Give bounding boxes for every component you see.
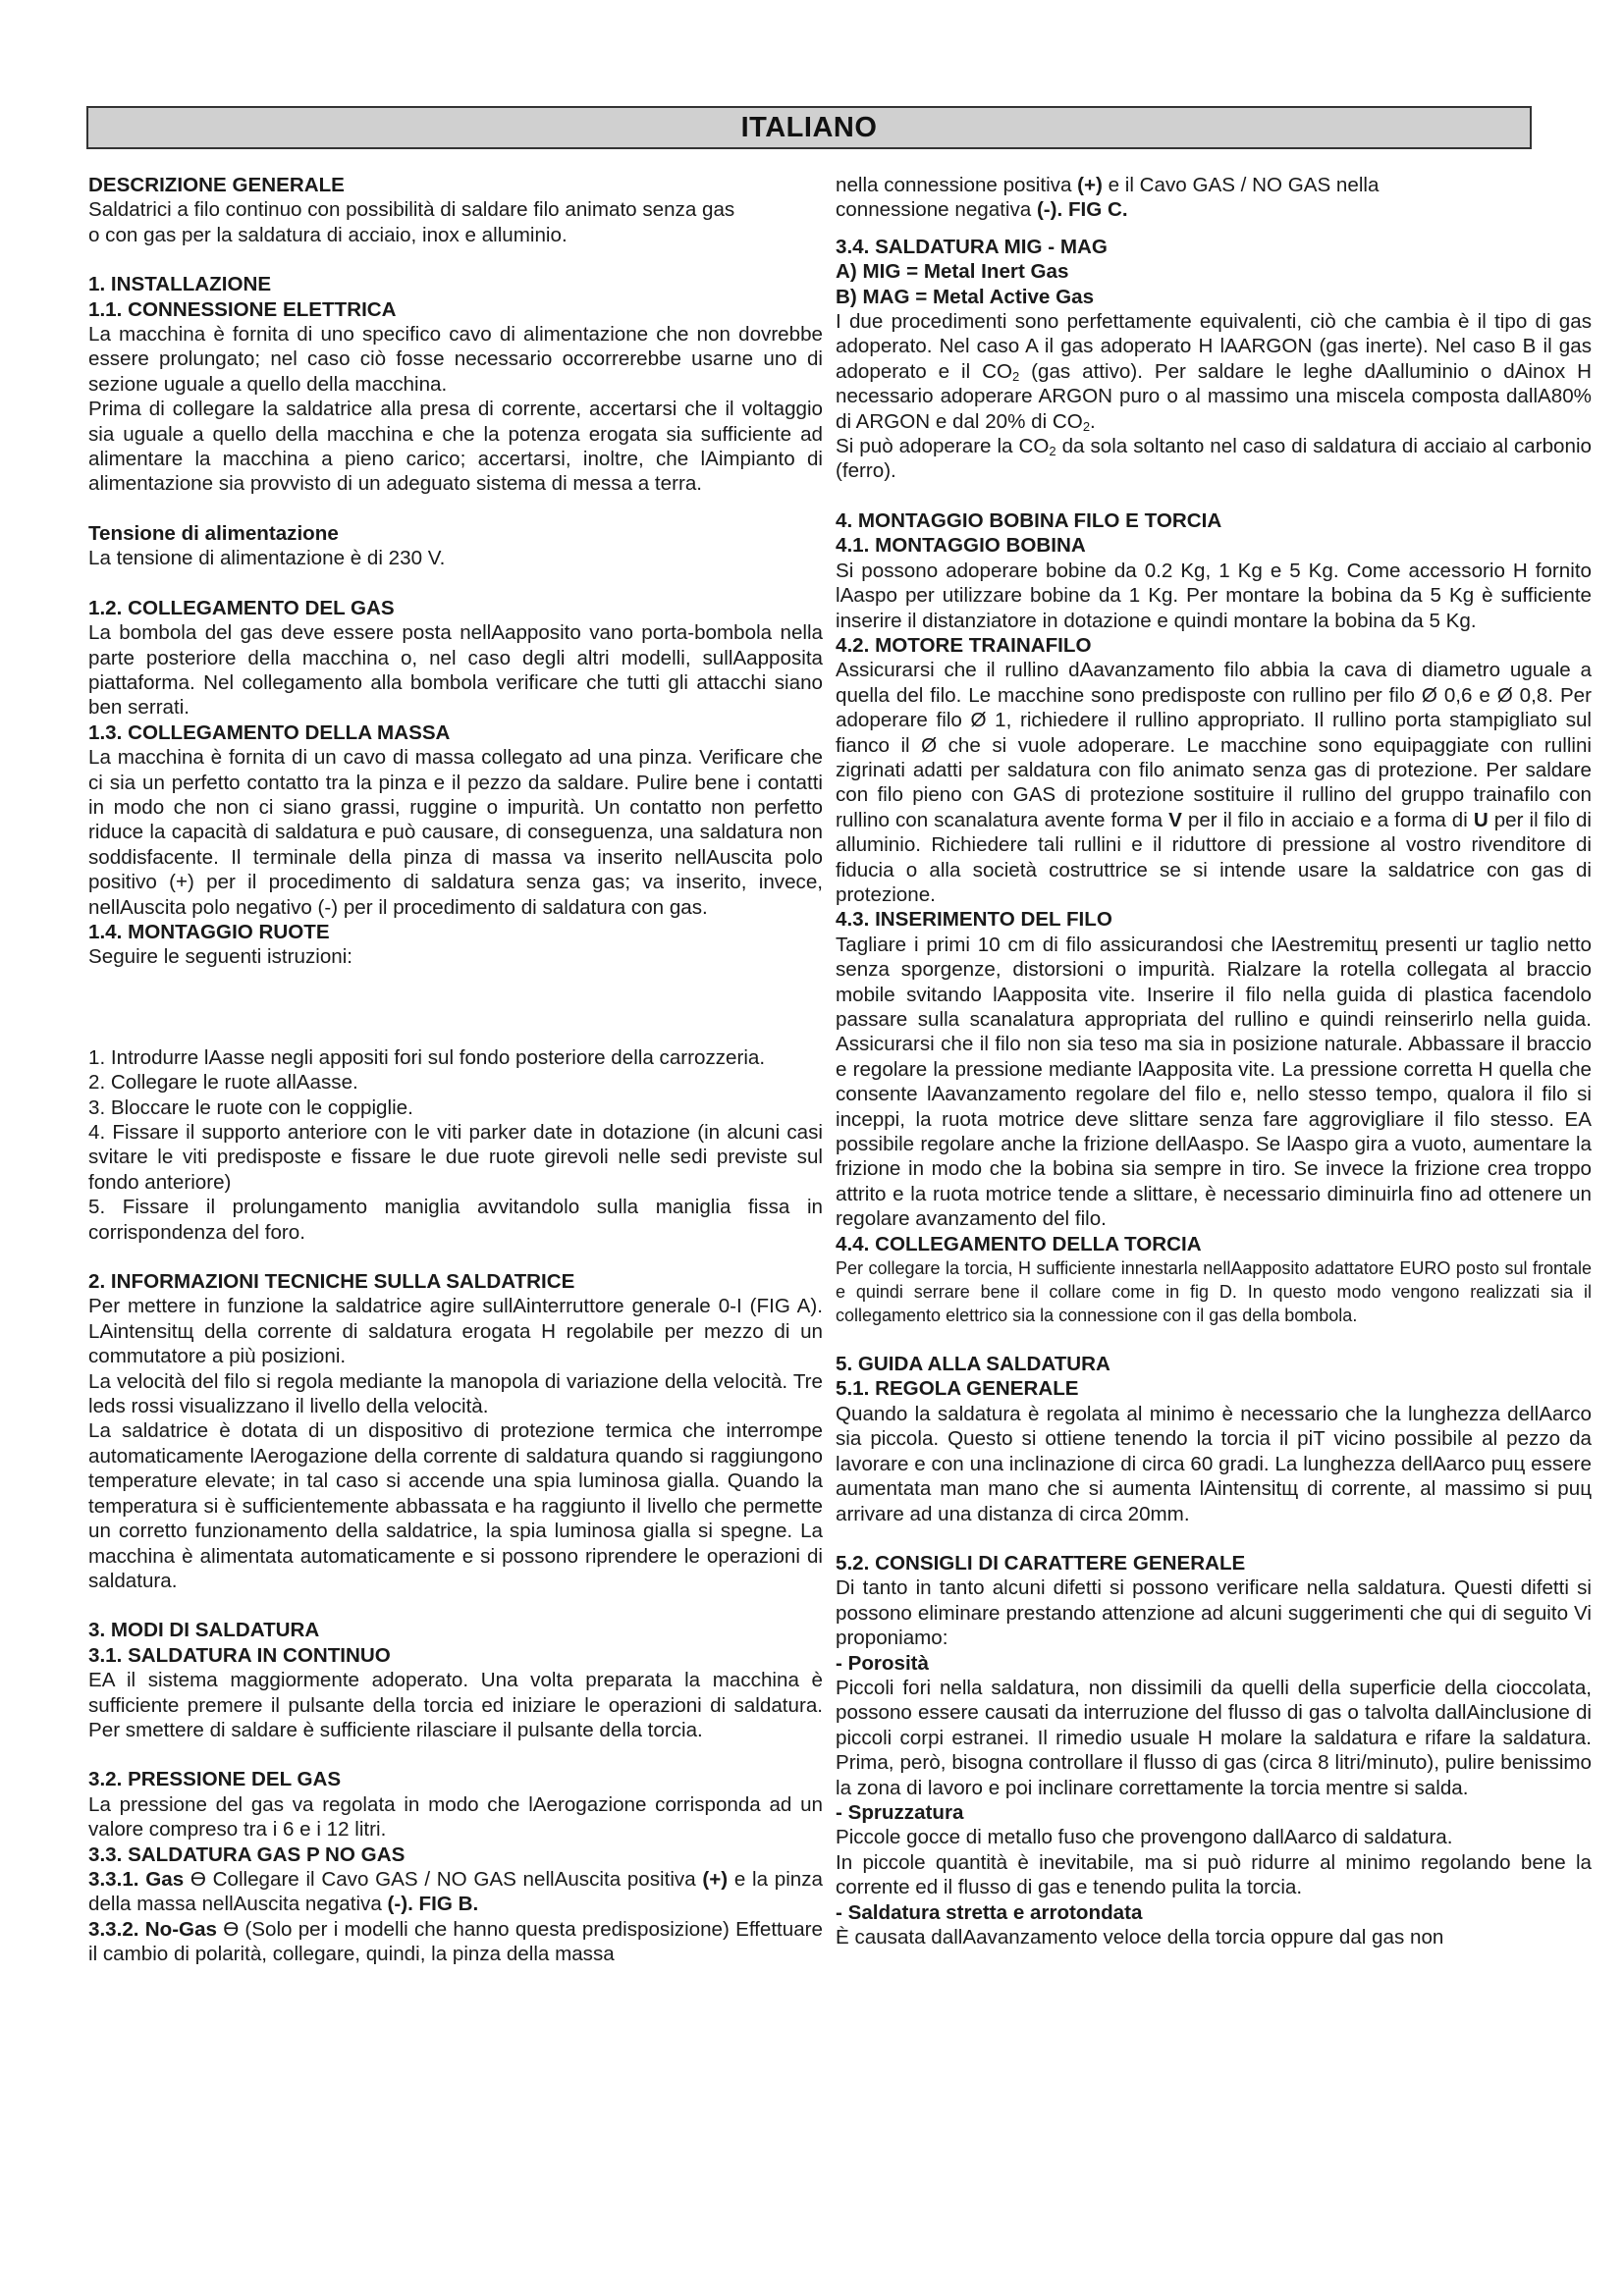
mig-mag-paragraph-2 — [836, 434, 1592, 484]
mig-mag-text-2: (gas attivo). Per saldare le leghe dAalluminio o dAinox H necessario adoperare ARGON puro o al massimo una miscela composta dallA80% di ARGON e dal 20% di CO — [836, 359, 1592, 433]
no-gas-continued-plus: (+) — [1077, 174, 1103, 196]
mig-mag-text-5: da sola soltanto nel caso di saldatura di acciaio al carbonio (ferro). — [836, 435, 1592, 483]
section-title-motore: 4.2. MOTORE TRAINAFILO — [836, 633, 1092, 657]
section-title-ruote: 1.4. MONTAGGIO RUOTE — [88, 920, 330, 943]
mig-mag-text-3: . — [1090, 409, 1096, 433]
co2-subscript: 2 — [1012, 368, 1020, 384]
mig-definition: A) MIG = Metal Inert Gas — [836, 260, 1069, 284]
spruzzatura-paragraph-2: In piccole quantità è inevitabile, ma si può ridurre al minimo regolando bene la corrente ed il flusso di gas e tenendo pulita la torcia. — [836, 1850, 1592, 1899]
ruote-intro: Seguire le seguenti istruzioni: — [88, 945, 353, 969]
section-title-modi: 3. MODI DI SALDATURA — [88, 1619, 320, 1642]
section-title-connessione: 1.1. CONNESSIONE ELETTRICA — [88, 297, 397, 321]
no-gas-continued-text-3: connessione negativa — [836, 198, 1037, 222]
torcia-paragraph: Per collegare la torcia, H sufficiente innestarla nellAapposito adattatore EURO posto sul frontale e quindi serrare bene il collare come in fig D. In questo modo vengono realizzati sia il collegamento elettrico sia la connessione con il gas della bombola. — [836, 1258, 1592, 1326]
gas-paragraph: La bombola del gas deve essere posta nellAapposito vano porta-bombola nella parte posteriore della macchina o, nel caso degli altri modelli, sullAapposita piattaforma. Nel collegamento alla bombola verificare che tutti gli attacchi siano ben serrati. — [88, 621, 823, 720]
section-title-massa: 1.3. COLLEGAMENTO DELLA MASSA — [88, 721, 451, 744]
no-gas-mode-label: 3.3.2. No-Gas — [88, 1917, 217, 1941]
motore-text-1: Assicurarsi che il rullino dAavanzamento filo abbia la cava di diametro uguale a quella del filo. Le macchine sono predisposte con rullino per filo Ø 0,6 e Ø 0,8. Per adoperare filo Ø 1, richiedere il rullino appropriato. Il rullino porta stampigliato sul fianco il Ø che si vuole adoperare. Le macchine sono equipaggiate con rullini zigrinati adatti per saldatura con filo animato senza gas di protezione. Per saldare con filo pieno con GAS di protezione sostituire il rullino del gruppo trainafilo con rullino con scanalatura avente forma — [836, 659, 1592, 831]
section-title-bobina: 4.1. MONTAGGIO BOBINA — [836, 534, 1086, 558]
mig-mag-text-4: Si può adoperare la CO — [836, 435, 1050, 458]
subsection-title-saldatura-stretta: - Saldatura stretta e arrotondata — [836, 1900, 1143, 1924]
connessione-paragraph-2: Prima di collegare la saldatrice alla presa di corrente, accertarsi che il voltaggio sia uguale a quello della macchina e che la potenza erogata sia sufficiente ad alimentare la macchina a pieno carico; accertarsi, inoltre, che lAimpianto di alimentazione sia provvisto di un adeguato sistema di messa a terra. — [88, 398, 823, 496]
mag-definition: B) MAG = Metal Active Gas — [836, 285, 1095, 308]
motore-text-3: per il filo di alluminio. Richiedere tali rullini e il riduttore di pressione al vostro rivenditore di fiducia o alla società costruttrice se si intende usare la saldatrice con gas di protezione. — [836, 808, 1592, 906]
section-title-continuo: 3.1. SALDATURA IN CONTINUO — [88, 1643, 391, 1667]
co2-subscript-3: 2 — [1049, 444, 1056, 459]
section-title-regola: 5.1. REGOLA GENERALE — [836, 1377, 1079, 1401]
bobina-paragraph: Si possono adoperare bobine da 0.2 Kg, 1 Kg e 5 Kg. Come accessorio H fornito lAaspo per utilizzare bobine da 1 Kg. Per montare la bobina da 5 Kg è sufficiente inserire il distanziatore in dotazione e quindi montare la bobina da 5 Kg. — [836, 559, 1592, 632]
co2-subscript-2: 2 — [1082, 418, 1091, 434]
inserimento-paragraph: Tagliare i primi 10 cm di filo assicurandosi che lAestremitщ presenti ur taglio netto senza sporgenze, distorsioni o impurità. Rialzare la rotella collegata al braccio mobile svitando lAapposita vite. Inserire il filo nella guida di plastica facendolo passare sulla scanalatura appropriata del rullino e quindi reinserirlo nella guida. Assicurarsi che il filo non sia teso ma sia in posizione naturale. Abbassare il braccio e regolare la pressione mediante lAapposita vite. La pressione corretta H quella che consente lAavanzamento regolare del filo e, nello stesso tempo, qualora il filo si inceppi, la ruota motrice deve slittare senza fare aggrovigliare il filo stesso. EA possibile regolare anche la frizione dellAaspo. Se lAaspo gira a vuoto, aumentare la frizione in modo che la bobina sia sempre in tiro. Se invece la frizione crea troppo attrito e la ruota motrice tende a slittare, è necessario diminuirla fino ad ottenere un regolare avanzamento del filo. — [836, 933, 1592, 1231]
ruote-step-4: 4. Fissare il supporto anteriore con le viti parker date in dotazione (in alcuni casi svitare le viti predisposte e fissare le due ruote girevoli nelle sedi previste sul fondo anteriore) — [88, 1121, 823, 1194]
motore-v-shape: V — [1168, 808, 1182, 831]
gas-mode-paragraph — [88, 1867, 823, 1917]
no-gas-continued-text: nella connessione positiva — [836, 174, 1078, 196]
no-gas-continued-line-1 — [836, 173, 1592, 197]
section-title-installazione: 1. INSTALLAZIONE — [88, 273, 272, 296]
informazioni-paragraph-1: Per mettere in funzione la saldatrice agire sullAinterruttore generale 0-I (FIG A). LAintensitщ della corrente di saldatura erogata H regolabile per mezzo di un commutatore a più posizioni. — [88, 1295, 823, 1368]
subsection-title-spruzzatura: - Spruzzatura — [836, 1800, 964, 1824]
gas-mode-minus: (-). FIG B. — [387, 1893, 479, 1916]
motore-paragraph — [836, 658, 1592, 907]
regola-paragraph: Quando la saldatura è regolata al minimo è necessario che la lunghezza dellAarco sia piccola. Questo si ottiene tenendo la torcia il piT vicino possibile al pezzo da lavorare e con una inclinazione di circa 60 gradi. La lunghezza dellAarco puц essere aumentata man mano che si aumenta lAintensitщ di corrente, al massimo si puц arrivare ad una distanza di circa 20mm. — [836, 1402, 1592, 1525]
section-title-gas: 1.2. COLLEGAMENTO DEL GAS — [88, 596, 395, 619]
mig-mag-paragraph-1 — [836, 309, 1592, 434]
section-title-montaggio-bobina-torcia: 4. MONTAGGIO BOBINA FILO E TORCIA — [836, 508, 1222, 532]
no-gas-continued-text-2: e il Cavo GAS / NO GAS nella — [1102, 174, 1380, 196]
consigli-paragraph: Di tanto in tanto alcuni difetti si possono verificare nella saldatura. Questi difetti si possono eliminare prestando attenzione ad alcuni suggerimenti che qui di seguito Vi proponiamo: — [836, 1576, 1592, 1650]
informazioni-paragraph-3: La saldatrice è dotata di un dispositivo di protezione termica che interrompe automaticamente lAerogazione della corrente di saldatura quando si raggiungono temperature elevate; in tal caso si accende una spia luminosa gialla. Quando la temperatura si è sufficientemente abbassata e ha raggiunto il livello che permette un corretto funzionamento della saldatrice, la spia luminosa gialla si spegne. La macchina è alimentata automaticamente e si possono riprendere le operazioni di saldatura. — [88, 1419, 823, 1592]
ruote-step-2: 2. Collegare le ruote allAasse. — [88, 1071, 358, 1095]
no-gas-mode-paragraph — [88, 1917, 823, 1967]
section-title-tensione: Tensione di alimentazione — [88, 521, 339, 545]
no-gas-continued-minus: (-). FIG C. — [1036, 198, 1128, 222]
massa-paragraph: La macchina è fornita di un cavo di massa collegato ad una pinza. Verificare che ci sia un perfetto contatto tra la pinza e il pezzo da saldare. Pulire bene i contatti in modo che non ci siano grassi, ruggine o impurità. Un contatto non perfetto riduce la capacità di saldatura e può causare, di conseguenza, una saldatura non soddisfacente. Il terminale della pinza di massa va inserito nellAuscita polo positivo (+) per il procedimento di saldatura senza gas; va inserito, invece, nellAuscita polo negativo (-) per il procedimento di saldatura con gas. — [88, 746, 823, 919]
gas-mode-label: 3.3.1. Gas — [88, 1867, 185, 1891]
language-header — [86, 106, 1532, 149]
left-column — [88, 173, 823, 1967]
ruote-step-1: 1. Introdurre lAasse negli appositi fori sul fondo posteriore della carrozzeria. — [88, 1045, 766, 1069]
ruote-step-3: 3. Bloccare le ruote con le coppiglie. — [88, 1095, 413, 1119]
section-title-guida: 5. GUIDA ALLA SALDATURA — [836, 1353, 1110, 1376]
descrizione-line-1: Saldatrici a filo continuo con possibilità di saldare filo animato senza gas — [88, 198, 735, 222]
no-gas-mode-text: ϴ (Solo per i modelli che hanno questa predisposizione) Effettuare il cambio di polarità, collegare, quindi, la pinza della massa — [88, 1917, 823, 1966]
gas-mode-text-2: e la pinza della massa nellAuscita negativa — [88, 1867, 824, 1916]
spruzzatura-paragraph-1: Piccole gocce di metallo fuso che provengono dallAarco di saldatura. — [836, 1826, 1453, 1849]
descrizione-line-2: o con gas per la saldatura di acciaio, inox e alluminio. — [88, 223, 568, 246]
tensione-text: La tensione di alimentazione è di 230 V. — [88, 547, 446, 570]
no-gas-continued-line-2 — [836, 197, 1592, 222]
section-title-consigli: 5.2. CONSIGLI DI CARATTERE GENERALE — [836, 1551, 1246, 1575]
language-title: ITALIANO — [740, 111, 878, 143]
continuo-paragraph: EA il sistema maggiormente adoperato. Una volta preparata la macchina è sufficiente premere il pulsante della torcia ed iniziare le operazioni di saldatura. Per smettere di saldare è sufficiente rilasciare il pulsante della torcia. — [88, 1669, 823, 1741]
gas-mode-plus: (+) — [702, 1867, 729, 1891]
motore-text-2: per il filo in acciaio e a forma di — [1181, 808, 1474, 831]
porosita-paragraph: Piccoli fori nella saldatura, non dissimili da quelli della superficie della cioccolata, possono essere causati da interruzione del flusso di gas o talvolta dallAinclusione di piccoli corpi estranei. Il rimedio usuale H molare la saldatura e rifare la saldatura. Prima, però, bisogna controllare il flusso di gas (circa 8 litri/minuto), pulire benissimo la zona di lavoro e poi inclinare correttamente la torcia mentre si salda. — [836, 1676, 1592, 1799]
gas-mode-text: ϴ Collegare il Cavo GAS / NO GAS nellAuscita positiva — [184, 1867, 703, 1891]
connessione-paragraph-1: La macchina è fornita di uno specifico cavo di alimentazione che non dovrebbe essere prolungato; nel caso ciò fosse necessario occorrerebbe usarne uno di sezione uguale a quello della macchina. — [88, 323, 823, 396]
ruote-step-5: 5. Fissare il prolungamento maniglia avvitandolo sulla maniglia fissa in corrispondenza del foro. — [88, 1196, 823, 1244]
section-title-torcia: 4.4. COLLEGAMENTO DELLA TORCIA — [836, 1232, 1202, 1255]
right-column — [836, 173, 1592, 1949]
section-title-informazioni: 2. INFORMAZIONI TECNICHE SULLA SALDATRICE — [88, 1270, 575, 1294]
motore-u-shape: U — [1473, 808, 1489, 831]
section-title-mig-mag: 3.4. SALDATURA MIG - MAG — [836, 235, 1108, 258]
section-title-gas-no-gas: 3.3. SALDATURA GAS P NO GAS — [88, 1842, 406, 1866]
mig-mag-text-1: I due procedimenti sono perfettamente equivalenti, ciò che cambia è il tipo di gas adoperato. Nel caso A il gas adoperato H lAARGON (gas inerte). Nel caso B il gas adoperato e il CO — [836, 310, 1592, 383]
saldatura-stretta-paragraph: È causata dallAavanzamento veloce della torcia oppure dal gas non — [836, 1926, 1444, 1949]
section-title-inserimento: 4.3. INSERIMENTO DEL FILO — [836, 908, 1112, 932]
informazioni-paragraph-2: La velocità del filo si regola mediante la manopola di variazione della velocità. Tre leds rossi visualizzano il livello della velocità. — [88, 1369, 823, 1418]
section-title-pressione: 3.2. PRESSIONE DEL GAS — [88, 1768, 342, 1791]
pressione-paragraph: La pressione del gas va regolata in modo che lAerogazione corrisponda ad un valore compreso tra i 6 e i 12 litri. — [88, 1792, 823, 1842]
subsection-title-porosita: - Porosità — [836, 1651, 929, 1675]
section-title-descrizione: DESCRIZIONE GENERALE — [88, 174, 345, 196]
